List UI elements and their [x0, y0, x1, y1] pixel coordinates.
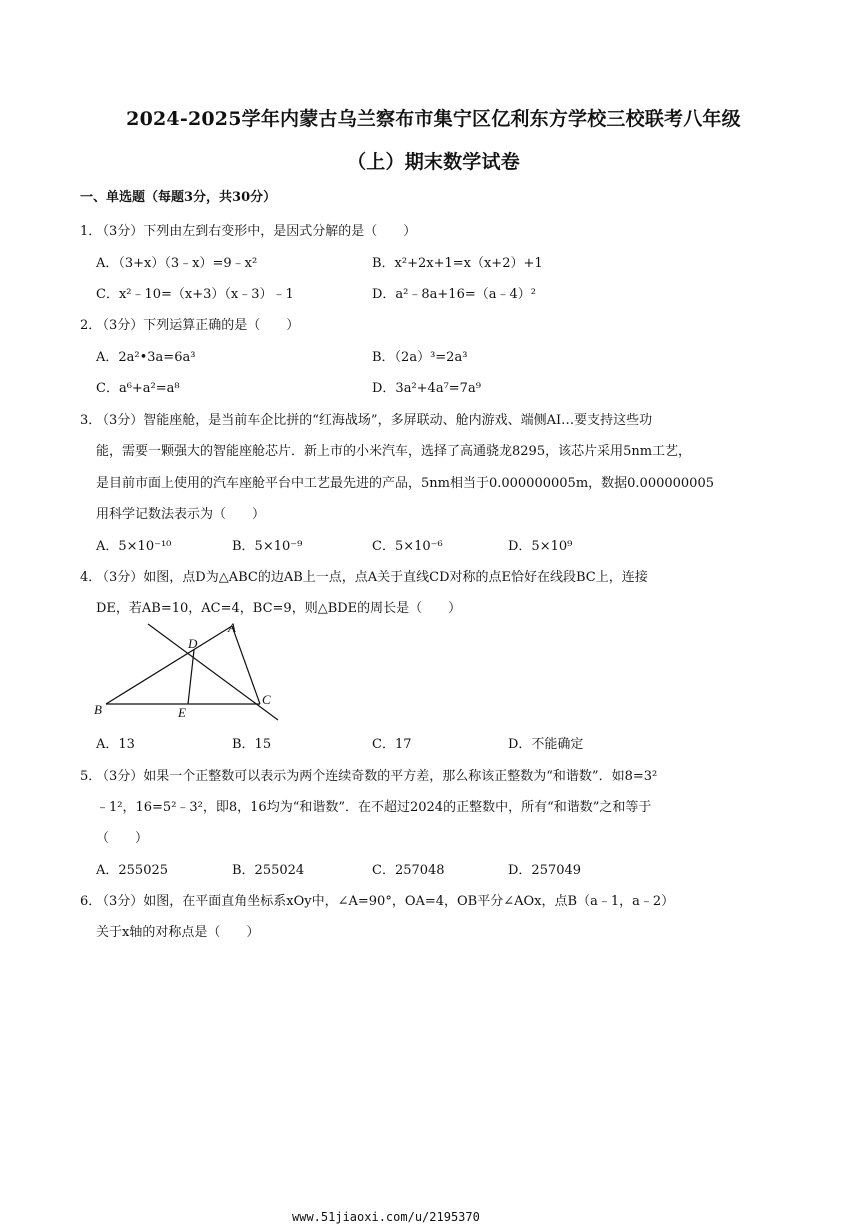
option-d: D．5×10⁹ — [508, 539, 573, 554]
question-text-line: 关于x轴的对称点是（ ） — [96, 925, 260, 940]
option-b: B．（2a）³=2a³ — [372, 350, 468, 365]
option-a: A．255025 — [96, 863, 169, 878]
option-d: D．257049 — [508, 863, 582, 878]
footer-url: www.51jiaoxi.com/u/2195370 — [292, 1210, 480, 1224]
question-text-line: 是目前市面上使用的汽车座舱平台中工艺最先进的产品，5nm相当于0.000000005m，数据0.000000005 — [96, 476, 714, 491]
triangle-figure — [92, 618, 292, 724]
option-a: A．5×10⁻¹⁰ — [96, 539, 172, 554]
question-number: 1． — [80, 224, 102, 239]
question-number: 2． — [80, 318, 102, 333]
section-heading: 一、单选题（每题3分，共30分） — [80, 190, 277, 205]
option-b: B．x²+2x+1=x（x+2）+1 — [372, 256, 543, 271]
exam-title-line2: （上）期末数学试卷 — [347, 151, 520, 173]
label-b: B — [94, 702, 102, 717]
segment-ab — [106, 626, 232, 704]
label-e: E — [178, 705, 186, 720]
question-number: 5． — [80, 769, 102, 784]
question-text-line: （3分）如果一个正整数可以表示为两个连续奇数的平方差，那么称该正整数为“和谐数”．如8=3² — [96, 769, 658, 784]
question-text-line: 用科学记数法表示为（ ） — [96, 507, 266, 522]
question-text-line: 能，需要一颗强大的智能座舱芯片．新上市的小米汽车，选择了高通骁龙8295，该芯片采用5nm工艺， — [96, 444, 692, 459]
option-d: D．a²﹣8a+16=（a﹣4）² — [372, 287, 536, 302]
question-number: 4． — [80, 570, 102, 585]
option-c: C．x²﹣10=（x+3）（x﹣3）﹣1 — [96, 287, 294, 302]
option-a: A．2a²•3a=6a³ — [96, 350, 196, 365]
label-c: C — [262, 692, 271, 707]
question-text-line: DE，若AB=10，AC=4，BC=9，则△BDE的周长是（ ） — [96, 601, 462, 616]
option-c: C．a⁶+a²=a⁸ — [96, 381, 180, 396]
question-number: 6． — [80, 894, 102, 909]
option-a: A．13 — [96, 737, 135, 752]
label-d: D — [188, 636, 198, 651]
question-text-line: ﹣1²，16=5²﹣3²，即8，16均为“和谐数”．在不超过2024的正整数中，所有“和谐数”之和等于 — [96, 800, 652, 815]
question-text-line: （3分）智能座舱，是当前车企比拼的“红海战场”，多屏联动、舱内游戏、端侧AI…要支持这些功 — [96, 413, 653, 428]
exam-title-line1: 2024-2025学年内蒙古乌兰察布市集宁区亿利东方学校三校联考八年级 — [126, 108, 741, 130]
option-b: B．15 — [232, 737, 272, 752]
question-number: 3． — [80, 413, 102, 428]
question-text: （3分）下列运算正确的是（ ） — [96, 318, 300, 333]
segment-de — [188, 650, 194, 704]
question-text-line: （3分）如图，在平面直角坐标系xOy中，∠A=90°，OA=4，OB平分∠AOx，点B（a﹣1，a﹣2） — [96, 894, 675, 909]
option-a: A．（3+x）（3﹣x）=9﹣x² — [96, 256, 258, 271]
option-d: D．3a²+4a⁷=7a⁹ — [372, 381, 481, 396]
option-b: B．255024 — [232, 863, 305, 878]
option-c: C．5×10⁻⁶ — [372, 539, 443, 554]
question-text-line: （ ） — [96, 831, 149, 846]
question-text: （3分）下列由左到右变形中，是因式分解的是（ ） — [96, 224, 417, 239]
option-b: B．5×10⁻⁹ — [232, 539, 303, 554]
option-d: D．不能确定 — [508, 737, 584, 752]
label-a: A — [228, 620, 236, 635]
option-c: C．257048 — [372, 863, 445, 878]
option-c: C．17 — [372, 737, 412, 752]
question-text-line: （3分）如图，点D为△ABC的边AB上一点，点A关于直线CD对称的点E恰好在线段BC上，连接 — [96, 570, 648, 585]
segment-ac — [232, 626, 260, 704]
